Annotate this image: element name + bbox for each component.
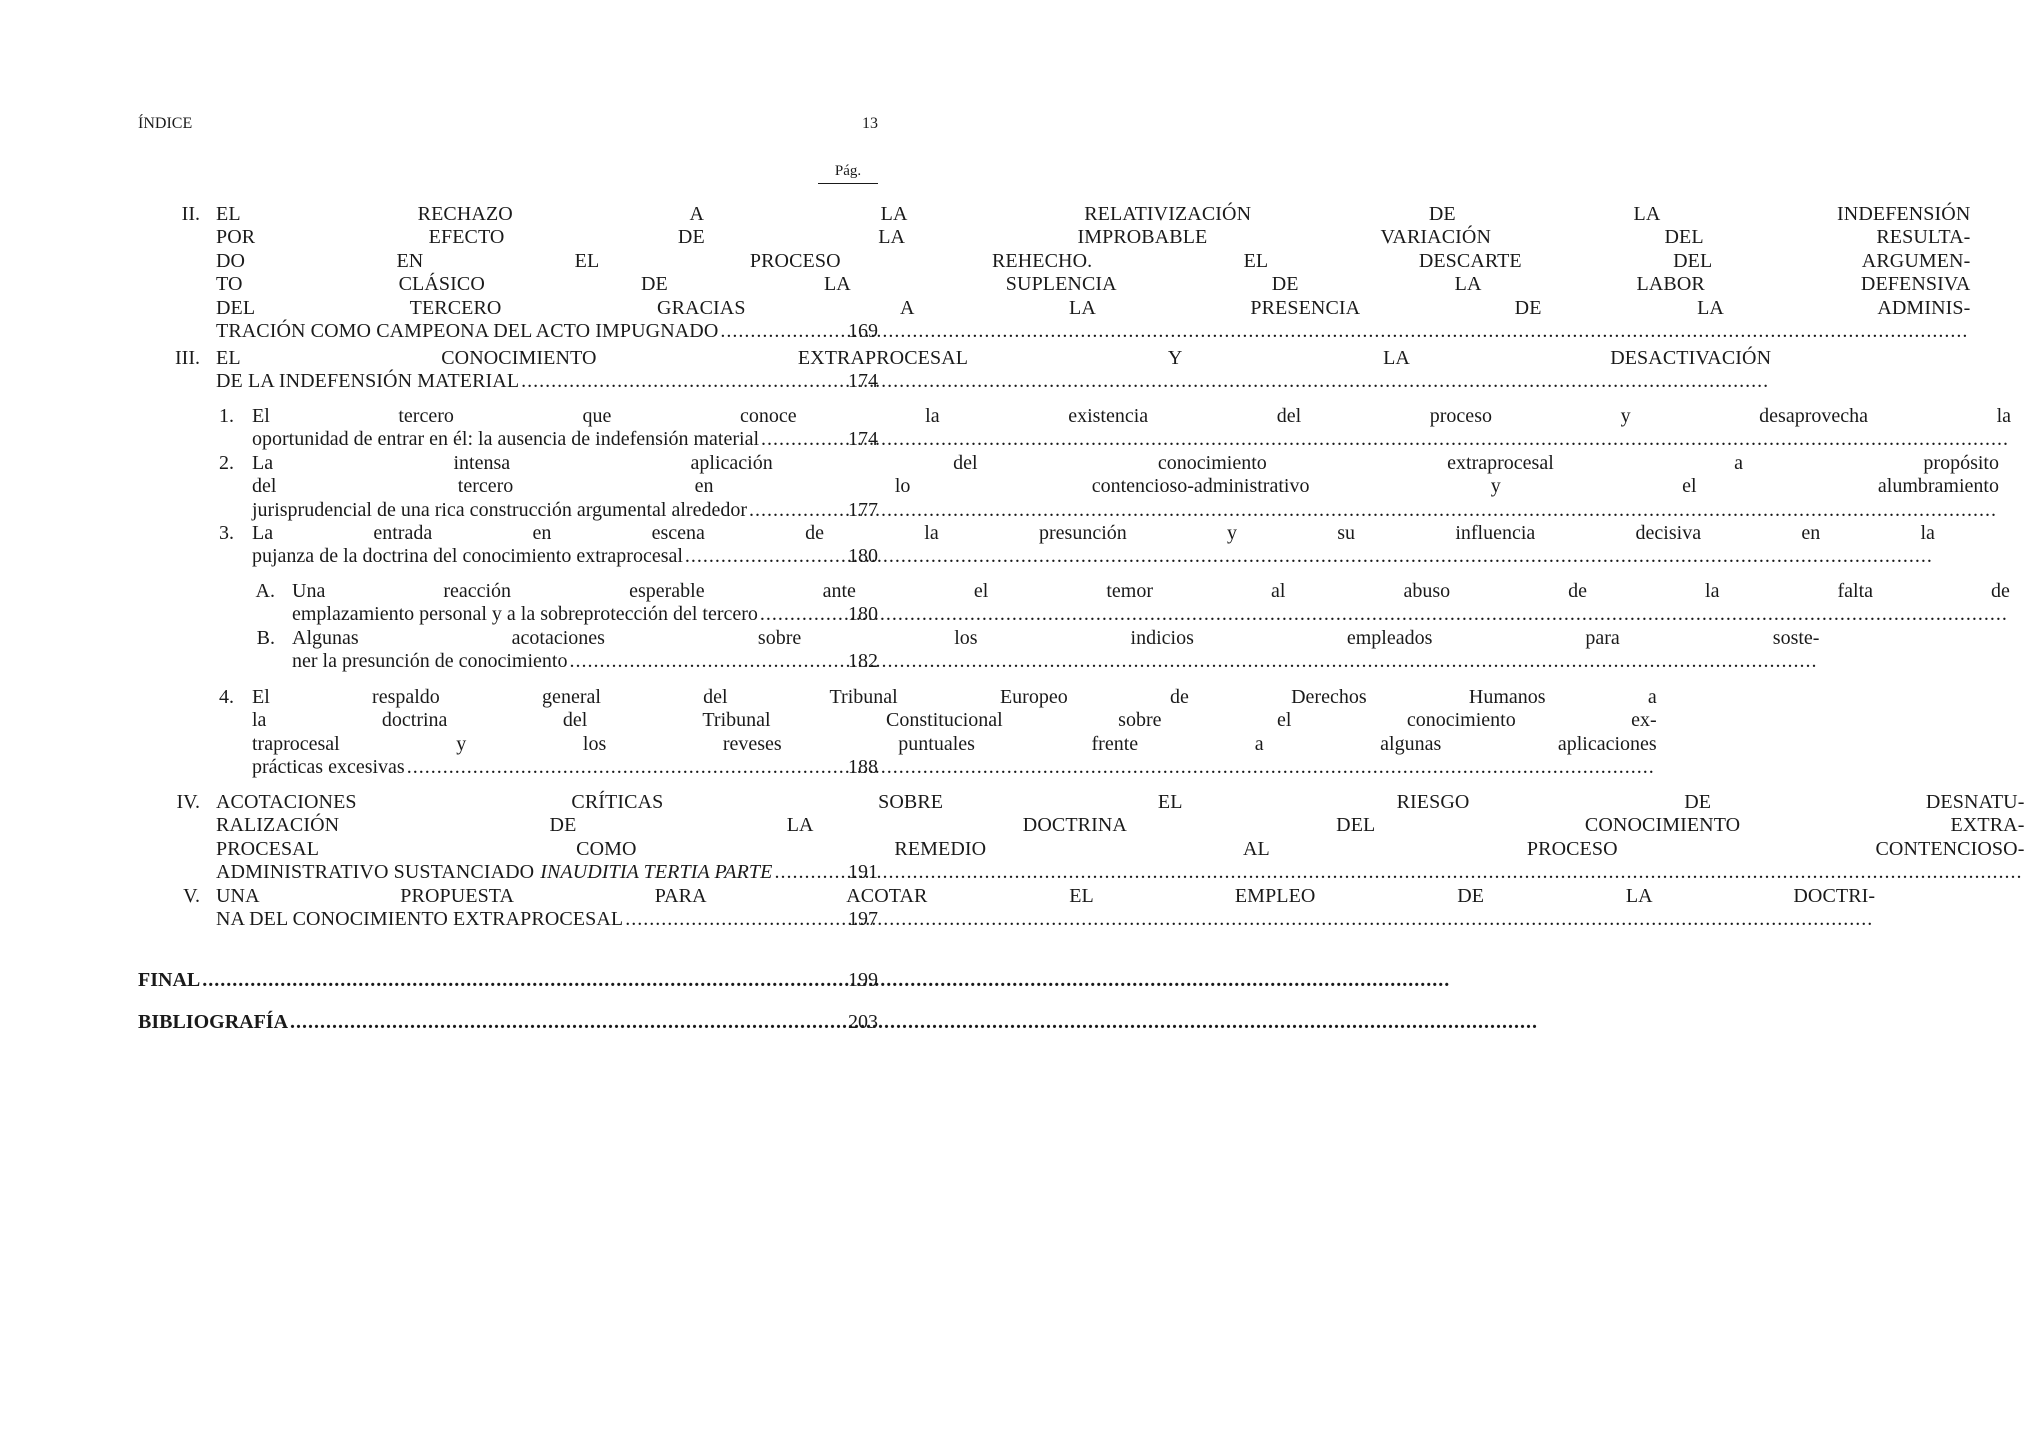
toc-entry[interactable]	[138, 969, 818, 992]
toc-entry-title	[292, 580, 2010, 627]
toc-entry-line: RALIZACIÓN DE LA DOCTRINA DEL CONOCIMIENTO EXTRA-	[216, 814, 2024, 837]
toc-entry-line-text: BIBLIOGRAFÍA	[138, 1011, 289, 1033]
toc-entry-line-text: emplazamiento personal y a la sobreprotección del tercero	[292, 603, 758, 626]
toc-entry-title	[216, 885, 1875, 932]
toc-entry-page: 169	[848, 320, 878, 342]
toc-entry-page: 199	[848, 969, 878, 991]
toc-entry-line: traprocesal y los reveses puntuales frente a algunas aplicaciones	[252, 732, 1657, 755]
toc-entry-line	[252, 499, 1999, 522]
toc-entry-number: III.	[175, 347, 200, 369]
toc-entry-line-text: ADMINISTRATIVO SUSTANCIADO	[216, 861, 535, 884]
dot-leader	[407, 756, 1655, 779]
toc-entry-line	[216, 320, 1970, 343]
toc-entry-title	[216, 347, 1771, 394]
toc-entry-line: El tercero que conoce la existencia del proceso y desaprovecha la	[252, 405, 2012, 427]
toc-entry-number: IV.	[176, 791, 200, 813]
running-header	[138, 115, 878, 133]
toc-entry-line: La intensa aplicación del conocimiento extraprocesal a propósito	[252, 452, 1999, 474]
toc-entry-line-text: NA DEL CONOCIMIENTO EXTRAPROCESAL	[216, 908, 624, 931]
toc-entry-number: 4.	[219, 686, 234, 708]
toc-entry-line	[216, 370, 1771, 393]
toc-entry-line: UNA PROPUESTA PARA ACOTAR EL EMPLEO DE LA DOCTRI-	[216, 885, 1876, 907]
dot-leader	[569, 650, 1817, 673]
toc-entry-italic-term: INAUDITIA TERTIA PARTE	[540, 861, 773, 884]
toc-entry-title	[252, 452, 1999, 522]
toc-entry-line-text: ner la presunción de conocimiento	[292, 650, 568, 673]
toc-entry-line: EL CONOCIMIENTO EXTRAPROCESAL Y LA DESACTIVACIÓN	[216, 347, 1772, 369]
toc-entry-title	[252, 405, 2011, 452]
dot-leader	[760, 603, 2008, 626]
header-page-number: 13	[862, 115, 878, 132]
toc-entry-line-text: jurisprudencial de una rica construcción argumental alrededor	[252, 498, 747, 521]
toc-entry-page: 197	[848, 908, 878, 931]
toc-entry-number: II.	[181, 203, 200, 225]
toc-entry-line	[216, 908, 1875, 931]
toc-entry-line: DEL TERCERO GRACIAS A LA PRESENCIA DE LA ADMINIS-	[216, 296, 1971, 319]
dot-leader	[625, 908, 1873, 931]
toc-entry-line: del tercero en lo contencioso-administrativo y el alumbramiento	[252, 475, 1999, 498]
toc-entry-line: la doctrina del Tribunal Constitucional sobre el conocimiento ex-	[252, 709, 1657, 732]
dot-leader	[749, 499, 1997, 522]
dot-leader	[761, 428, 2009, 451]
toc-entry-line: POR EFECTO DE LA IMPROBABLE VARIACIÓN DEL RESULTA-	[216, 226, 1971, 249]
toc-entry-title	[216, 791, 2024, 885]
toc-entry-number: B.	[256, 627, 275, 649]
toc-entry-number: 2.	[219, 452, 234, 474]
header-section-title: ÍNDICE	[138, 115, 193, 132]
toc-entry-number: 1.	[219, 405, 234, 427]
toc-entry-line	[252, 545, 1935, 568]
toc-entry-line	[252, 428, 2011, 451]
toc-entry-title	[138, 969, 1452, 992]
toc-entry-page: 188	[848, 756, 878, 779]
toc-entry-title	[216, 203, 1970, 343]
toc-entry-page: 180	[848, 603, 878, 626]
toc-entry-line: EL RECHAZO A LA RELATIVIZACIÓN DE LA INDEFENSIÓN	[216, 203, 1971, 225]
toc-entry-line: ACOTACIONES CRÍTICAS SOBRE EL RIESGO DE DESNATU-	[216, 791, 2024, 813]
toc-entry-page: 174	[848, 370, 878, 393]
toc-entry-page: 182	[848, 650, 878, 673]
toc-entry-number: A.	[255, 580, 275, 602]
dot-leader	[290, 1011, 1538, 1034]
toc-entry[interactable]	[138, 1011, 818, 1034]
toc-entry-line-text: TRACIÓN COMO CAMPEONA DEL ACTO IMPUGNADO	[216, 320, 719, 343]
toc-entry-line	[252, 756, 1657, 779]
toc-entry-line-text: oportunidad de entrar en él: la ausencia de indefensión material	[252, 428, 760, 451]
toc-entry-line	[292, 603, 2010, 626]
toc-entry-line	[216, 861, 2024, 884]
toc-entry-page: 174	[848, 428, 878, 451]
toc-entry-line: Algunas acotaciones sobre los indicios empleados para soste-	[292, 627, 1820, 649]
toc-entry-line: TO CLÁSICO DE LA SUPLENCIA DE LA LABOR DEFENSIVA	[216, 273, 1971, 296]
toc-entry-line: PROCESAL COMO REMEDIO AL PROCESO CONTENCIOSO-	[216, 837, 2024, 860]
toc-entry-line	[292, 650, 1819, 673]
toc-entry-line: El respaldo general del Tribunal Europeo de Derechos Humanos a	[252, 686, 1657, 708]
toc-entry-page: 177	[848, 498, 878, 521]
toc-entry-line: La entrada en escena de la presunción y su influencia decisiva en la	[252, 522, 1935, 544]
toc-entry-line-text: FINAL	[138, 969, 201, 991]
toc-entry-line: DO EN EL PROCESO REHECHO. EL DESCARTE DEL ARGUMEN-	[216, 249, 1971, 272]
toc-entry-page: 203	[848, 1011, 878, 1033]
toc-entry-line: Una reacción esperable ante el temor al abuso de la falta de	[292, 580, 2010, 602]
toc-entry-line-text: DE LA INDEFENSIÓN MATERIAL	[216, 370, 520, 393]
toc-entry-page: 180	[848, 545, 878, 568]
toc-entry-line	[138, 969, 1452, 992]
toc-entry-line-text: prácticas excesivas	[252, 756, 405, 779]
dot-leader	[521, 370, 1769, 393]
toc-entry-line-text: pujanza de la doctrina del conocimiento extraprocesal	[252, 545, 683, 568]
dot-leader	[774, 861, 2022, 884]
toc-entry-title	[292, 627, 1819, 674]
toc-entry-title	[252, 522, 1935, 569]
toc-entry-title	[252, 686, 1657, 780]
toc-entry-page: 191	[848, 861, 878, 884]
page-column-label: Pág.	[818, 163, 878, 184]
toc-entry-number: V.	[183, 885, 200, 907]
dot-leader	[720, 320, 1968, 343]
toc-entry-number: 3.	[219, 522, 234, 544]
